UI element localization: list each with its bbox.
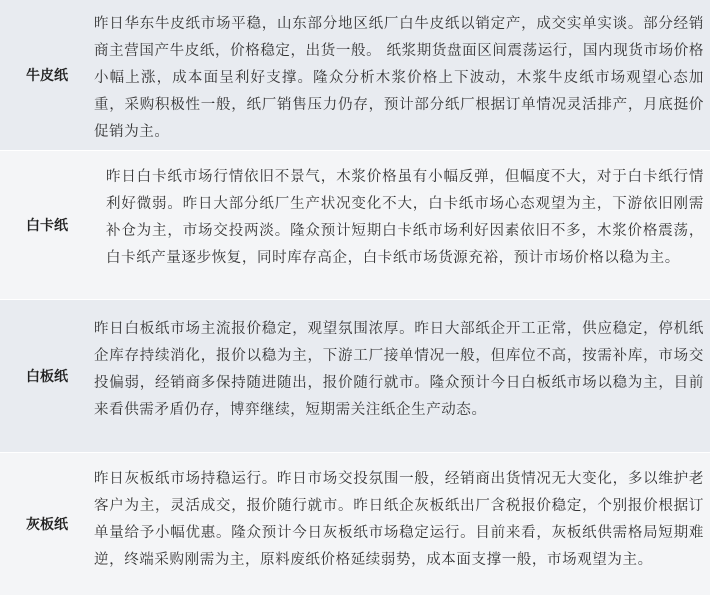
row-label-grey-board: 灰板纸 <box>26 517 68 533</box>
row-text-kraft-paper: 昨日华东牛皮纸市场平稳，山东部分地区纸厂白牛皮纸以销定产，成交实单实谈。部分经销商主营国产牛皮纸，价格稳定，出货一般。 纸浆期货盘面区间震荡运行，国内现货市场价格小幅上涨，成本面呈利好支撑。隆众分析木浆价格上下波动，木浆牛皮纸市场观望心态加重，采购积极性一般，纸厂销售压力仍存，预计部分纸厂根据订单情况灵活排产，月底挺价促销为主。 <box>94 16 704 140</box>
table-row-kraft-paper <box>0 0 710 151</box>
row-text-white-cardboard: 昨日白卡纸市场行情依旧不景气，木浆价格虽有小幅反弹，但幅度不大，对于白卡纸行情利好微弱。昨日大部分纸厂生产状况变化不大，白卡纸市场心态观望为主，下游依旧刚需补仓为主，市场交投两淡。隆众预计短期白卡纸市场利好因素依旧不多，木浆价格震荡，白卡纸产量逐步恢复，同时库存高企，白卡纸市场货源充裕，预计市场价格以稳为主。 <box>106 169 704 266</box>
table-row-white-cardboard <box>0 151 710 300</box>
row-text-white-board: 昨日白板纸市场主流报价稳定，观望氛围浓厚。昨日大部纸企开工正常，供应稳定，停机纸企库存持续消化，报价以稳为主，下游工厂接单情况一般，但库位不高，按需补库，市场交投偏弱，经销商多保持随进随出，报价随行就市。隆众预计今日白板纸市场以稳为主，目前来看供需矛盾仍存，博弈继续，短期需关注纸企生产动态。 <box>94 321 704 418</box>
row-label-white-board: 白板纸 <box>26 369 68 385</box>
row-label-white-cardboard: 白卡纸 <box>26 218 68 234</box>
table-row-grey-board <box>0 453 710 596</box>
table-row-white-board <box>0 300 710 453</box>
row-label-kraft-paper: 牛皮纸 <box>26 68 68 84</box>
row-text-grey-board: 昨日灰板纸市场持稳运行。昨日市场交投氛围一般，经销商出货情况无大变化，多以维护老客户为主，灵活成交，报价随行就市。昨日纸企灰板纸出厂含税报价稳定，个别报价根据订单量给予小幅优惠。隆众预计今日灰板纸市场稳定运行。目前来看，灰板纸供需格局短期难逆，终端采购刚需为主，原料废纸价格延续弱势，成本面支撑一般，市场观望为主。 <box>94 471 704 568</box>
